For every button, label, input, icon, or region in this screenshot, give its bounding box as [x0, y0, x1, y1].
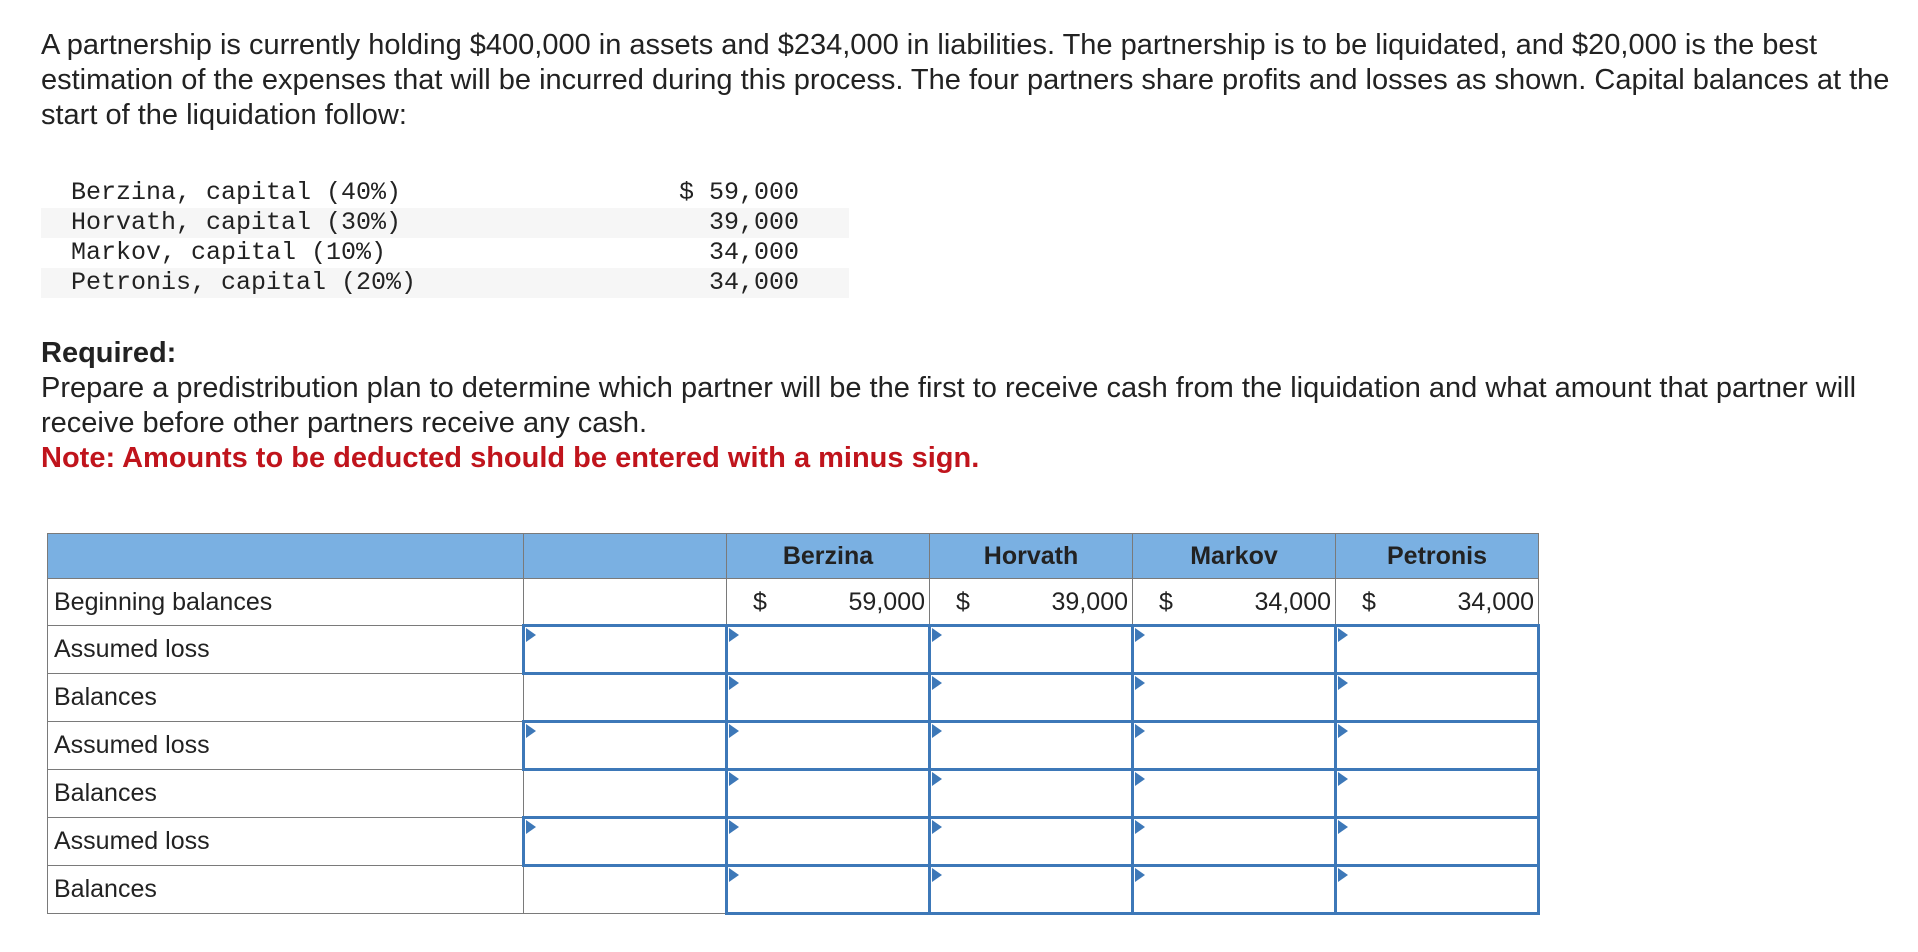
dropdown-marker-icon	[526, 628, 536, 642]
header-label-col	[48, 534, 524, 579]
header-petronis: Petronis	[1336, 534, 1539, 579]
header-berzina: Berzina	[727, 534, 930, 579]
dropdown-marker-icon	[1338, 772, 1348, 786]
dropdown-marker-icon	[526, 724, 536, 738]
blank-cell	[524, 579, 727, 626]
capital-row	[41, 238, 849, 268]
problem-text: A partnership is currently holding $400,000 in assets and $234,000 in liabilities. The partnership is to be liquidated, and $20,000 is the best estimation of the expenses that will be incurred during this process. The four partners share profits and losses as shown. Capital balances at the start of the liquidation follow:	[41, 29, 1890, 131]
capital-name: Markov, capital (10%)	[71, 238, 387, 267]
petronis-beginning-value: 34,000	[1457, 588, 1534, 616]
dropdown-marker-icon	[932, 868, 942, 882]
balances-row	[48, 674, 1539, 722]
capital-name: Petronis, capital (20%)	[41, 268, 597, 298]
row-label: Balances	[48, 770, 524, 818]
capital-row	[41, 268, 849, 298]
loss-explanation-input[interactable]	[524, 722, 727, 770]
dropdown-marker-icon	[1135, 724, 1145, 738]
markov-beginning-value: 34,000	[1254, 588, 1331, 616]
berzina-loss-input[interactable]	[727, 722, 930, 770]
dropdown-marker-icon	[729, 772, 739, 786]
row-label: Assumed loss	[48, 818, 524, 866]
markov-beginning	[1133, 579, 1336, 626]
required-heading: Required:	[41, 337, 177, 369]
capital-amount: 39,000	[597, 208, 849, 238]
capital-row	[41, 178, 849, 208]
required-text: Prepare a predistribution plan to determine which partner will be the first to receive cash from the liquidation and what amount that partner will receive before other partners receive any cash.	[41, 372, 1857, 439]
plan-header-row	[48, 534, 1539, 579]
dollar-sign: $	[1159, 588, 1173, 616]
markov-loss-input[interactable]	[1133, 818, 1336, 866]
horvath-balance-input[interactable]	[930, 866, 1133, 914]
berzina-beginning-value: 59,000	[848, 588, 925, 616]
row-label: Balances	[48, 866, 524, 914]
required-section	[41, 336, 1891, 476]
capital-name: Horvath, capital (30%)	[41, 208, 597, 238]
balances-row	[48, 770, 1539, 818]
dollar-sign: $	[753, 588, 767, 616]
dropdown-marker-icon	[932, 724, 942, 738]
markov-balance-input[interactable]	[1133, 770, 1336, 818]
dropdown-marker-icon	[932, 676, 942, 690]
assumed-loss-row	[48, 818, 1539, 866]
horvath-beginning	[930, 579, 1133, 626]
dropdown-marker-icon	[1135, 676, 1145, 690]
horvath-beginning-value: 39,000	[1051, 588, 1128, 616]
dropdown-marker-icon	[1338, 868, 1348, 882]
capital-balances-table	[41, 178, 849, 298]
markov-balance-input[interactable]	[1133, 866, 1336, 914]
capital-amount: 34,000	[597, 268, 849, 298]
berzina-beginning	[727, 579, 930, 626]
assumed-loss-row	[48, 626, 1539, 674]
petronis-loss-input[interactable]	[1336, 722, 1539, 770]
problem-statement	[41, 28, 1891, 133]
petronis-balance-input[interactable]	[1336, 770, 1539, 818]
horvath-balance-input[interactable]	[930, 674, 1133, 722]
berzina-loss-input[interactable]	[727, 626, 930, 674]
required-note: Note: Amounts to be deducted should be entered with a minus sign.	[41, 442, 980, 474]
header-markov: Markov	[1133, 534, 1336, 579]
header-blank-col	[524, 534, 727, 579]
dollar-sign: $	[1362, 588, 1376, 616]
dropdown-marker-icon	[729, 820, 739, 834]
dropdown-marker-icon	[729, 628, 739, 642]
dropdown-marker-icon	[729, 724, 739, 738]
dropdown-marker-icon	[1135, 628, 1145, 642]
header-horvath: Horvath	[930, 534, 1133, 579]
row-label: Balances	[48, 674, 524, 722]
markov-balance-input[interactable]	[1133, 674, 1336, 722]
horvath-loss-input[interactable]	[930, 626, 1133, 674]
capital-name: Berzina, capital (40%)	[71, 178, 402, 207]
loss-explanation-input[interactable]	[524, 626, 727, 674]
capital-amount: $ 59,000	[678, 178, 799, 207]
capital-row	[41, 208, 849, 238]
blank-cell	[524, 770, 727, 818]
dropdown-marker-icon	[932, 820, 942, 834]
petronis-beginning	[1336, 579, 1539, 626]
dropdown-marker-icon	[729, 676, 739, 690]
horvath-balance-input[interactable]	[930, 770, 1133, 818]
petronis-balance-input[interactable]	[1336, 674, 1539, 722]
dropdown-marker-icon	[932, 772, 942, 786]
blank-cell	[524, 866, 727, 914]
dropdown-marker-icon	[1338, 724, 1348, 738]
dropdown-marker-icon	[932, 628, 942, 642]
berzina-balance-input[interactable]	[727, 674, 930, 722]
dollar-sign: $	[956, 588, 970, 616]
horvath-loss-input[interactable]	[930, 818, 1133, 866]
dropdown-marker-icon	[1135, 868, 1145, 882]
row-label: Beginning balances	[48, 579, 524, 626]
petronis-loss-input[interactable]	[1336, 818, 1539, 866]
row-label: Assumed loss	[48, 626, 524, 674]
balances-row	[48, 866, 1539, 914]
loss-explanation-input[interactable]	[524, 818, 727, 866]
petronis-balance-input[interactable]	[1336, 866, 1539, 914]
dropdown-marker-icon	[1338, 628, 1348, 642]
dropdown-marker-icon	[1135, 772, 1145, 786]
beginning-balances-row	[48, 579, 1539, 626]
dropdown-marker-icon	[1338, 820, 1348, 834]
blank-cell	[524, 674, 727, 722]
assumed-loss-row	[48, 722, 1539, 770]
dropdown-marker-icon	[1338, 676, 1348, 690]
berzina-loss-input[interactable]	[727, 818, 930, 866]
capital-amount: 34,000	[708, 238, 799, 267]
berzina-balance-input[interactable]	[727, 866, 930, 914]
dropdown-marker-icon	[729, 868, 739, 882]
berzina-balance-input[interactable]	[727, 770, 930, 818]
petronis-loss-input[interactable]	[1336, 626, 1539, 674]
horvath-loss-input[interactable]	[930, 722, 1133, 770]
dropdown-marker-icon	[526, 820, 536, 834]
markov-loss-input[interactable]	[1133, 722, 1336, 770]
dropdown-marker-icon	[1135, 820, 1145, 834]
row-label: Assumed loss	[48, 722, 524, 770]
predistribution-plan-table	[47, 533, 1540, 915]
markov-loss-input[interactable]	[1133, 626, 1336, 674]
